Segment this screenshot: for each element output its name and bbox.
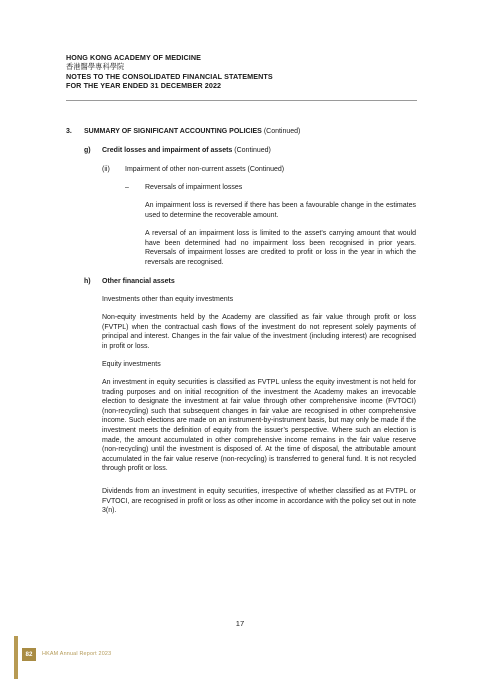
g-paragraph: A reversal of an impairment loss is limited to the asset’s carrying amount that would have been determined had no impairment loss been recognised in prior years. Reversals of impairment losses are credited to profit or loss in the year in which the reversals are recognised. xyxy=(145,230,416,266)
subsection-g-label: g) xyxy=(84,147,91,154)
section-title: SUMMARY OF SIGNIFICANT ACCOUNTING POLICIES xyxy=(84,128,262,135)
dash-title: Reversals of impairment losses xyxy=(145,184,243,191)
h-paragraph: Non-equity investments held by the Academy are classified as fair value through profit or loss (FVTPL) when the contractual cash flows of the investment do not represent solely payments of principal and interest. Changes in the fair value of the investment (including interest) are recognised in profit or loss. xyxy=(102,314,416,350)
section-continued: (Continued) xyxy=(263,128,301,135)
organization-name-chinese: 香港醫學專科學院 xyxy=(66,62,125,72)
item-ii-title: Impairment of other non-current assets (Continued) xyxy=(125,166,285,173)
period-title: FOR THE YEAR ENDED 31 DECEMBER 2022 xyxy=(66,80,222,90)
subsection-h-title: Other financial assets xyxy=(102,278,175,285)
g-paragraph: An impairment loss is reversed if there has been a favourable change in the estimates used to determine the recoverable amount. xyxy=(145,202,416,219)
page-number: 17 xyxy=(235,619,245,628)
subsection-g-heading xyxy=(102,146,422,156)
document-title: NOTES TO THE CONSOLIDATED FINANCIAL STATEMENTS xyxy=(66,71,273,81)
item-ii-label: (ii) xyxy=(102,166,110,173)
h-paragraph: Dividends from an investment in equity securities, irrespective of whether classified as at FVTPL or FVTOCI, are recognised in profit or loss as other income in accordance with the policy set out in note 3(n). xyxy=(102,488,416,515)
section-heading xyxy=(84,127,414,137)
footer-report-title: HKAM Annual Report 2023 xyxy=(42,651,112,657)
h-paragraph: An investment in equity securities is classified as FVTPL unless the equity investment is not held for trading purposes and on initial recognition of the investment the Academy makes an irrevocable election to designate the investment at fair value through other comprehensive income (FVTOCI) (non-recycling) such that subsequent changes in fair value are recognised in other comprehensive income. Such elections are made on an instrument-by-instrument basis, but may only be made if the investment meets the definition of equity from the issuer’s perspective. Where such an election is made, the amount accumulated in other comprehensive income remains in the fair value reserve (non-recycling) until the investment is disposed of. At the time of disposal, the attributable amount accumulated in the fair value reserve (non-recycling) is transferred to general fund. It is not recycled through profit or loss. xyxy=(102,379,416,473)
h-paragraph: Investments other than equity investments xyxy=(102,296,234,303)
page-header xyxy=(66,53,416,90)
section-number: 3. xyxy=(66,128,72,135)
organization-name: HONG KONG ACADEMY OF MEDICINE xyxy=(66,53,202,62)
subsection-g-continued: (Continued) xyxy=(234,147,271,154)
subsection-h-label: h) xyxy=(84,278,91,285)
footer-page-number: 82 xyxy=(25,651,33,658)
dash-bullet: – xyxy=(125,184,129,191)
header-divider xyxy=(66,100,417,101)
h-paragraph: Equity investments xyxy=(102,361,161,368)
subsection-g-title: Credit losses and impairment of assets xyxy=(102,147,233,154)
footer-accent-bar xyxy=(14,636,18,679)
